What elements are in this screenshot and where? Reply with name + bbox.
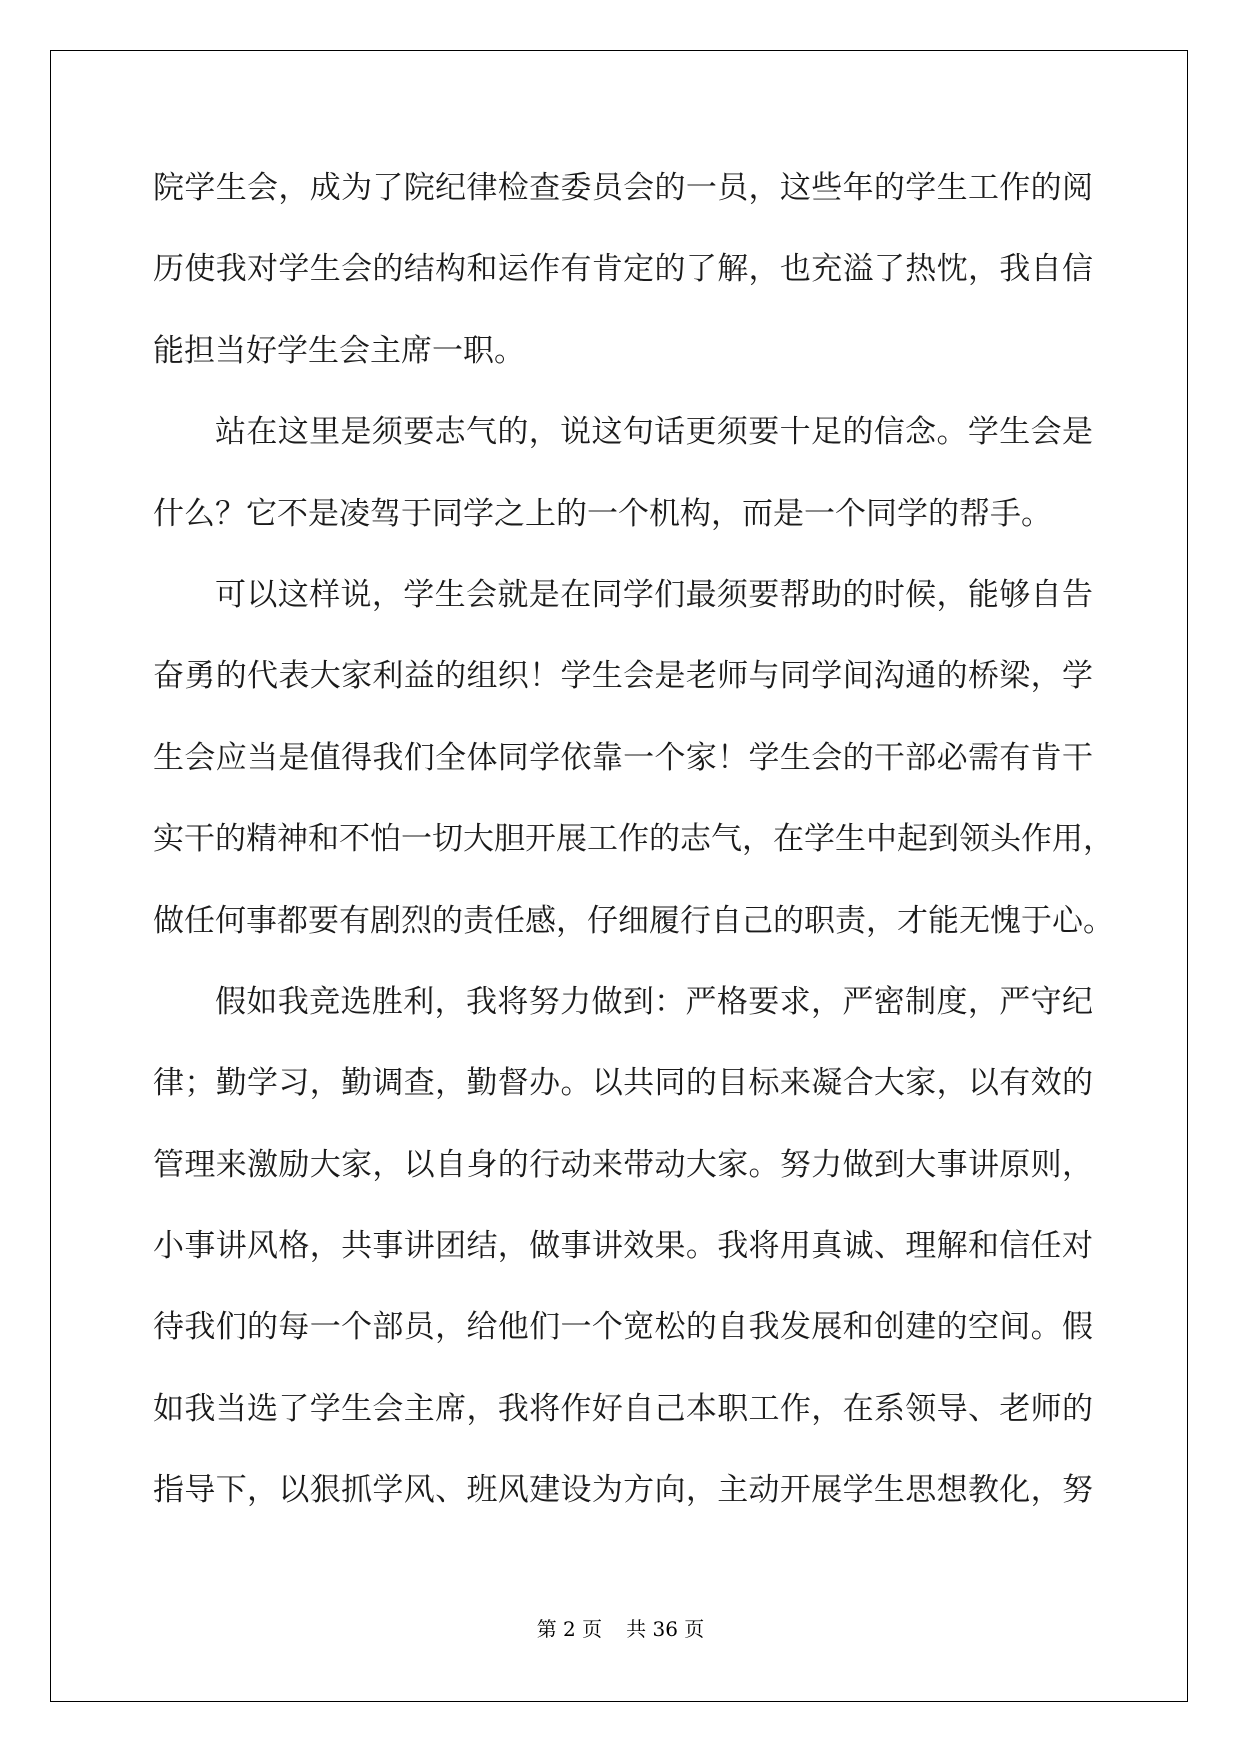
- text-line: 小事讲风格，共事讲团结，做事讲效果。我将用真诚、理解和信任对: [153, 1228, 1093, 1265]
- text-line: 如我当选了学生会主席，我将作好自己本职工作，在系领导、老师的: [153, 1390, 1093, 1427]
- text-line: 能担当好学生会主席一职。: [153, 332, 525, 369]
- text-line: 指导下，以狠抓学风、班风建设为方向，主动开展学生思想教化，努: [153, 1472, 1093, 1509]
- text-line: 院学生会，成为了院纪律检查委员会的一员，这些年的学生工作的阅: [153, 170, 1093, 206]
- text-line: 待我们的每一个部员，给他们一个宽松的自我发展和创建的空间。假: [153, 1309, 1093, 1346]
- text-line: 实干的精神和不怕一切大胆开展工作的志气，在学生中起到领头作用，: [153, 821, 1114, 858]
- text-line: 奋勇的代表大家利益的组织！学生会是老师与同学间沟通的桥梁，学: [153, 658, 1093, 695]
- page-number: 第 2 页: [536, 1617, 603, 1641]
- text-line: 可以这样说，学生会就是在同学们最须要帮助的时候，能够自告: [215, 576, 1093, 613]
- text-line: 假如我竞选胜利，我将努力做到：严格要求，严密制度，严守纪: [215, 983, 1093, 1020]
- text-line: 律；勤学习，勤调查，勤督办。以共同的目标来凝合大家，以有效的: [153, 1065, 1093, 1102]
- document-body: [153, 148, 1114, 1532]
- text-line: 站在这里是须要志气的，说这句话更须要十足的信念。学生会是: [215, 414, 1093, 451]
- page-total: 共 36 页: [626, 1617, 705, 1641]
- text-line: 管理来激励大家，以自身的行动来带动大家。努力做到大事讲原则，: [153, 1146, 1093, 1183]
- page-footer: [0, 1613, 1241, 1642]
- text-line: 做任何事都要有剧烈的责任感，仔细履行自己的职责，才能无愧于心。: [153, 902, 1114, 939]
- text-line: 生会应当是值得我们全体同学依靠一个家！学生会的干部必需有肯干: [153, 739, 1093, 776]
- text-line: 什么？它不是凌驾于同学之上的一个机构，而是一个同学的帮手。: [153, 495, 1052, 532]
- text-line: 历使我对学生会的结构和运作有肯定的了解，也充溢了热忱，我自信: [153, 251, 1093, 288]
